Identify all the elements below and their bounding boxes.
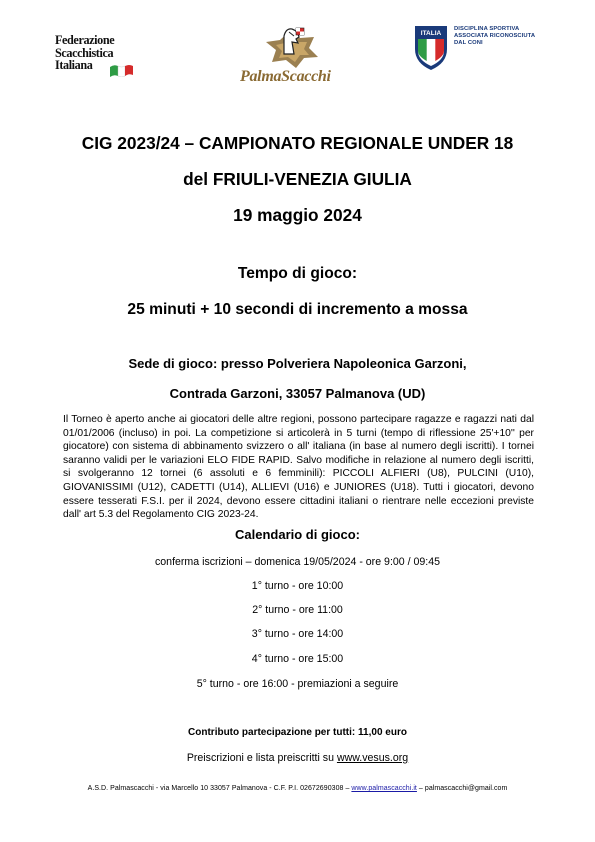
footer-address: A.S.D. Palmascacchi - via Marcello 10 33057 Palmanova - C.F. P.I. 02672690308 –	[87, 785, 352, 792]
footer-email: – palmascacchi@gmail.com	[416, 785, 508, 792]
coni-line2: ASSOCIATA RICONOSCIUTA	[454, 33, 536, 39]
fsi-logo-line3: Italiana	[55, 58, 93, 72]
fsi-logo	[55, 34, 139, 82]
calendario-item: 5° turno - ore 16:00 - premiazioni a seguire	[196, 678, 399, 690]
preiscrizioni-text: Preiscrizioni e lista preiscritti su	[186, 752, 337, 764]
palmascacchi-website-link[interactable]: www.palmascacchi.it	[351, 785, 417, 792]
vesus-link[interactable]: www.vesus.org	[336, 752, 409, 764]
sede-line2: Contrada Garzoni, 33057 Palmanova (UD)	[169, 386, 426, 401]
coni-logo	[414, 25, 554, 75]
calendario-item: 2° turno - ore 11:00	[252, 604, 343, 616]
preiscrizioni-line	[0, 752, 595, 764]
footer	[0, 785, 595, 792]
calendario-item: conferma iscrizioni – domenica 19/05/2024 - ore 9:00 / 09:45	[154, 556, 441, 568]
tempo-heading: Tempo di gioco:	[237, 265, 358, 282]
title-line1: CIG 2023/24 – CAMPIONATO REGIONALE UNDER 18	[81, 133, 514, 153]
description-paragraph: Il Torneo è aperto anche ai giocatori delle altre regioni, possono partecipare ragazze e ragazzi nati dal 01/01/2006 (incluso) in poi. La competizione si articolerà in 5 turni (tempo di riflessione 25'+10'' per giocatore) con sistema di abbinamento svizzero o all' italiana (in base al numero degli iscritti). I tornei saranno validi per le variazioni ELO FIDE RAPID. Salvo modifiche in relazione al numero degli iscritti, si svolgeranno 12 tornei (6 assoluti e 6 femminili): PICCOLI ALFIERI (U8), PULCINI (U10), GIOVANISSIMI (U12), CADETTI (U14), ALLIEVI (U16) e JUNIORES (U18). Tutti i giocatori, devono essere tesserati F.S.I. per il 2024, devono essere cittadini italiani o rientrare nelle eccezioni previste dall' art 5.3 del Regolamento CIG 2023-24.	[63, 414, 534, 521]
calendario-item: 1° turno - ore 10:00	[251, 580, 344, 592]
fsi-logo-line1: Federazione	[55, 33, 115, 47]
contributo-text: Contributo partecipazione per tutti: 11,00 euro	[188, 727, 407, 738]
coni-line1: DISCIPLINA SPORTIVA	[454, 26, 520, 32]
title-line2: del FRIULI-VENEZIA GIULIA	[183, 169, 412, 189]
fortress-knight-icon	[236, 24, 346, 72]
italian-flag-icon	[110, 63, 133, 77]
coni-badge-text: ITALIA	[420, 30, 442, 37]
palmascacchi-logo-text: PalmaScacchi	[240, 68, 331, 85]
fsi-logo-line2: Scacchistica	[55, 45, 114, 60]
palmascacchi-logo	[236, 24, 346, 90]
calendario-heading: Calendario di gioco:	[235, 527, 360, 542]
tempo-value: 25 minuti + 10 secondi di incremento a mossa	[127, 301, 468, 318]
coni-line3: DAL CONI	[454, 40, 483, 46]
sede-line1: Sede di gioco: presso Polveriera Napoleonica Garzoni,	[128, 356, 467, 371]
title-date: 19 maggio 2024	[233, 205, 362, 225]
calendario-item: 3° turno - ore 14:00	[251, 628, 344, 640]
italia-shield-icon	[414, 25, 448, 71]
calendario-item: 4° turno - ore 15:00	[251, 653, 344, 665]
